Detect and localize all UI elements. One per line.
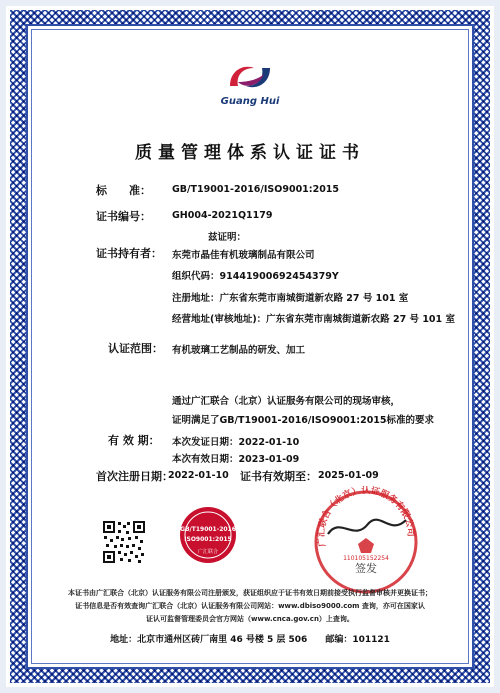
certificate-title: 质量管理体系认证证书 bbox=[135, 143, 365, 163]
accreditation-seal-icon bbox=[178, 505, 238, 565]
footer-line-1: 本证书由广汇联合（北京）认证服务有限公司注册颁发，获证组织应于证书有效日期前接受执行监督审核并更换证书； bbox=[68, 589, 432, 597]
validity-label: 有 效 期： bbox=[108, 434, 160, 447]
registered-address: 注册地址：广东省东莞市南城街道新农路 27 号 101 室 bbox=[172, 293, 409, 304]
seal-side-label: 广汇联合 bbox=[197, 549, 219, 555]
cert-number-value: GH004-2021Q1179 bbox=[172, 210, 273, 221]
valid-until-date: 2025-01-09 bbox=[318, 470, 379, 481]
issue-date: 本次发证日期：2022-01-10 bbox=[172, 437, 300, 448]
standard-value: GB/T19001-2016/ISO9001:2015 bbox=[172, 184, 340, 195]
footer-line-2: 证书信息是否有效查询广汇联合（北京）认证服务有限公司网站：www.dbiso9000.com 查询，亦可在国家认 bbox=[75, 602, 425, 610]
seal-ring-text: 广汇联合（北京）认证服务有限公司 bbox=[316, 486, 416, 548]
statement-line-1: 通过广汇联合（北京）认证服务有限公司的现场审核， bbox=[172, 396, 401, 407]
holder-name: 东莞市晶佳有机玻璃制品有限公司 bbox=[172, 250, 315, 261]
footer-line-3: 证认可监督管理委员会官方网站（www.cnca.gov.cn）上查询。 bbox=[146, 615, 354, 623]
signature-icon bbox=[328, 520, 406, 534]
cert-number-label: 证书编号： bbox=[96, 210, 151, 223]
seal-standard-1: GB/T19001-2016 bbox=[180, 526, 236, 533]
valid-until-label: 证书有效期至： bbox=[240, 470, 317, 483]
scope-label: 认证范围： bbox=[108, 342, 163, 355]
statement-line-2: 证明满足了GB/T19001-2016/ISO9001:2015标准的要求 bbox=[172, 415, 435, 426]
scope-value: 有机玻璃工艺制品的研发、加工 bbox=[172, 345, 306, 356]
first-registration-label: 首次注册日期： bbox=[96, 470, 173, 483]
guanghui-logo-icon bbox=[224, 60, 276, 94]
footer-address: 地址：北京市通州区砖厂南里 46 号楼 5 层 506 邮编：101121 bbox=[110, 635, 390, 645]
seal-center-text: 签发 bbox=[355, 562, 377, 575]
seal-code: 110105152254 bbox=[343, 555, 389, 562]
certify-label: 兹证明： bbox=[208, 232, 247, 243]
expire-date: 本次有效日期：2023-01-09 bbox=[172, 454, 300, 465]
org-code: 组织代码：91441900692454379Y bbox=[172, 271, 339, 282]
seal-standard-2: ISO9001:2015 bbox=[184, 536, 232, 543]
holder-label: 证书持有者： bbox=[96, 247, 162, 260]
brand-name: Guang Hui bbox=[220, 96, 280, 107]
standard-label: 标 准： bbox=[96, 184, 151, 197]
operating-address: 经营地址(审核地址)：广东省东莞市南城街道新农路 27 号 101 室 bbox=[172, 314, 455, 325]
qr-code-icon bbox=[102, 520, 146, 564]
company-seal-icon bbox=[310, 486, 422, 598]
first-registration-date: 2022-01-10 bbox=[168, 470, 229, 481]
